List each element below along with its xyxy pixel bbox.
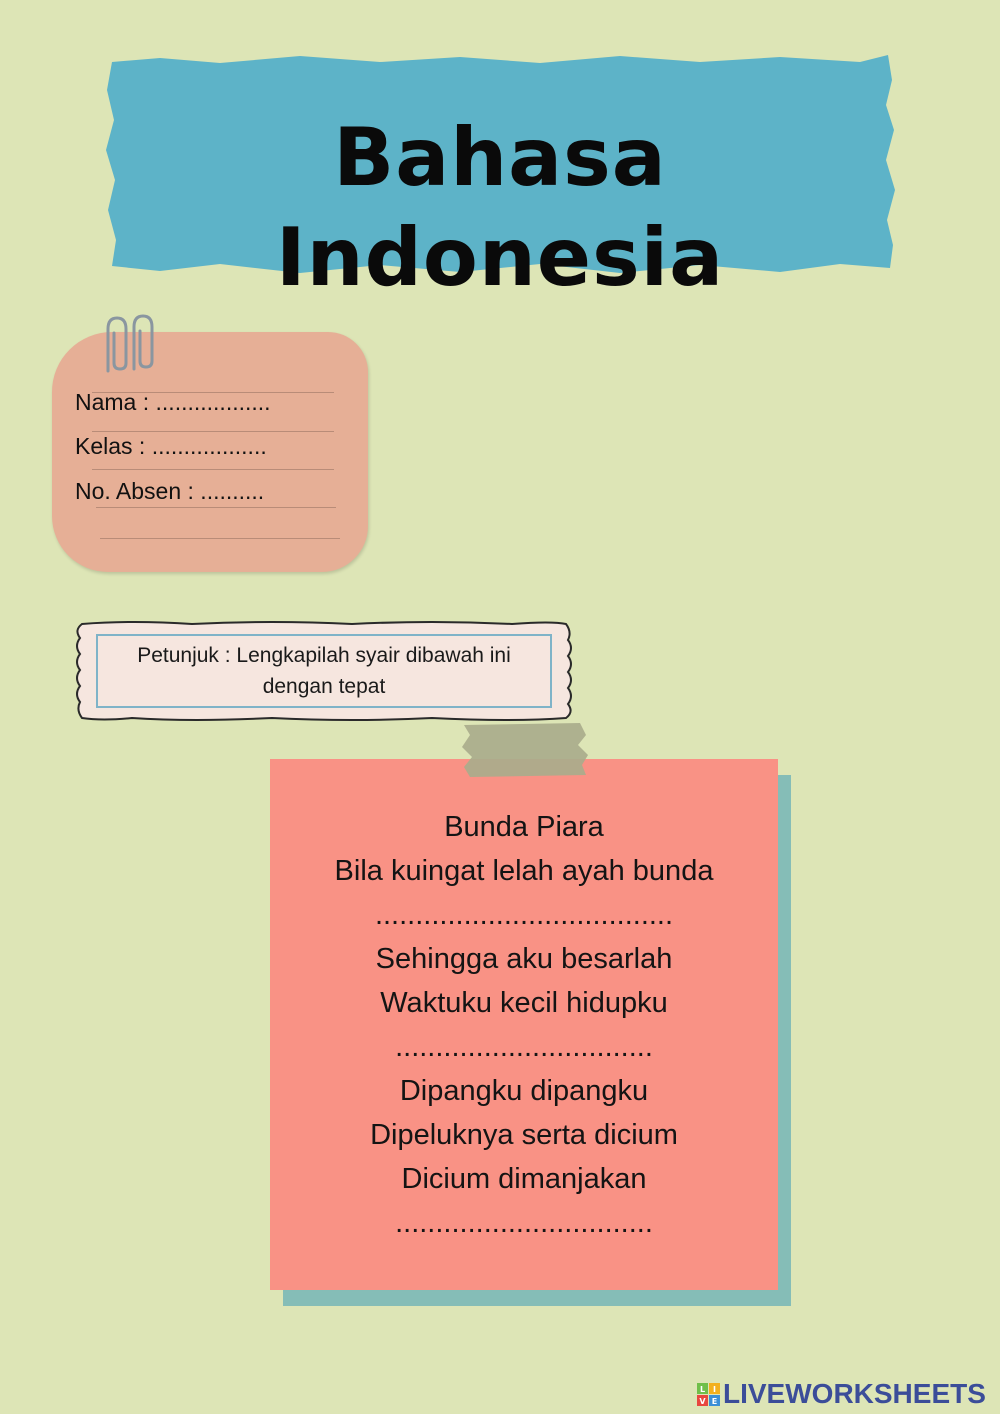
- poem-line: Dipangku dipangku: [399, 1075, 649, 1107]
- poem-line: Bila kuingat lelah ayah bunda: [334, 855, 714, 887]
- brand-name: LIVEWORKSHEETS: [723, 1378, 986, 1409]
- attendance-number-field[interactable]: No. Absen : ..........: [75, 478, 265, 504]
- poem-blank[interactable]: ................................: [395, 1031, 653, 1063]
- poem-line: Dipeluknya serta dicium: [370, 1119, 678, 1151]
- page-title: Bahasa Indonesia: [275, 111, 725, 304]
- divider: [100, 538, 340, 539]
- logo-letter: I: [713, 1385, 716, 1394]
- divider: [96, 507, 336, 508]
- paperclip-icon: [94, 313, 158, 375]
- class-field[interactable]: Kelas : ..................: [75, 433, 267, 459]
- poem-blank[interactable]: ................................: [395, 1207, 653, 1239]
- poem-line: Sehingga aku besarlah: [375, 943, 673, 975]
- poem-note: [270, 759, 778, 1290]
- poem-line: Waktuku kecil hidupku: [380, 987, 668, 1019]
- instruction-text: Petunjuk : Lengkapilah syair dibawah ini dengan tepat: [96, 634, 552, 708]
- logo-letter: L: [699, 1385, 706, 1394]
- poem-blank[interactable]: .....................................: [374, 899, 674, 931]
- logo-grid-icon: [697, 1383, 721, 1407]
- liveworksheets-logo: [697, 1378, 997, 1410]
- logo-letter: V: [699, 1397, 706, 1406]
- poem-title: Bunda Piara: [444, 811, 604, 843]
- tape-strip: [460, 721, 590, 779]
- poem-line: Dicium dimanjakan: [401, 1163, 647, 1195]
- divider: [92, 469, 334, 470]
- divider: [92, 431, 334, 432]
- name-field[interactable]: Nama : ..................: [75, 389, 271, 415]
- logo-letter: E: [711, 1397, 718, 1406]
